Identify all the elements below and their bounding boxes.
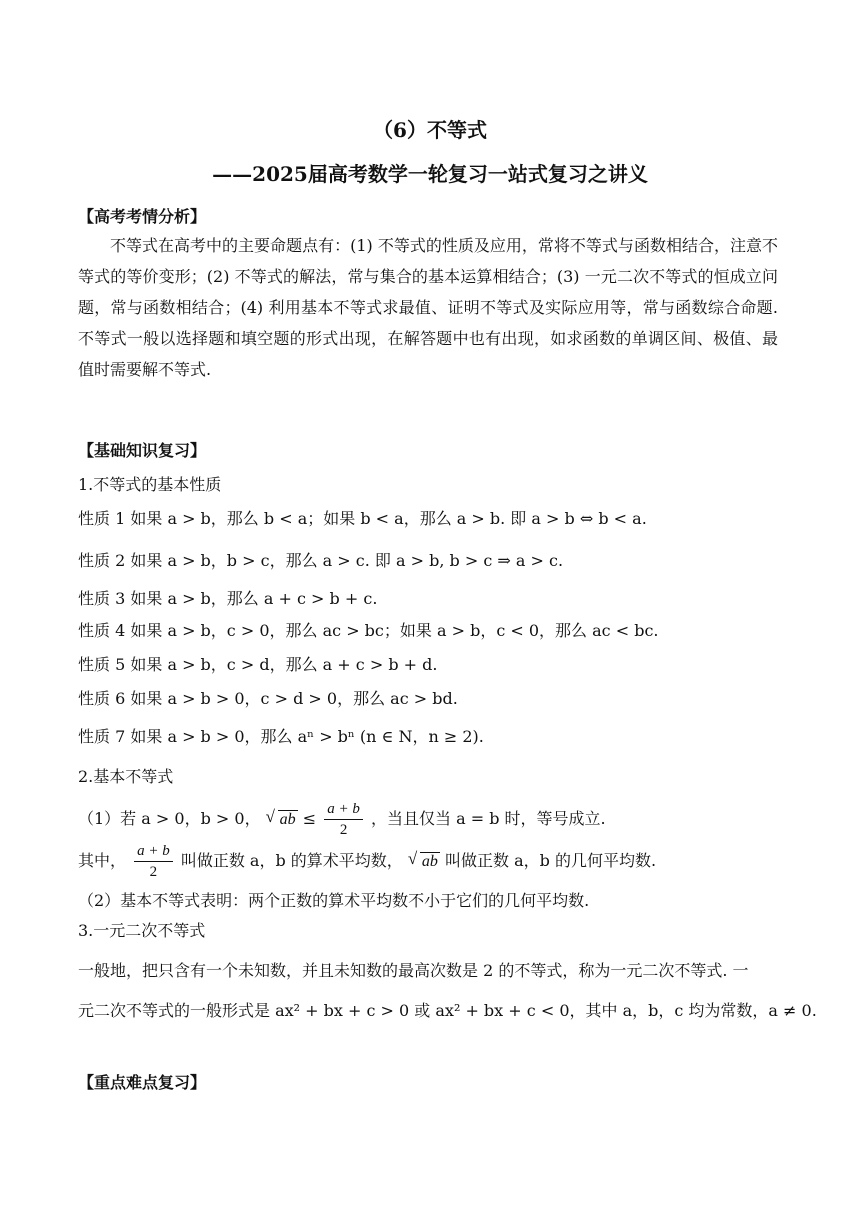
basic-inequality-title: 2.基本不等式 (78, 767, 174, 786)
basic-inequality-line3: （2）基本不等式表明：两个正数的算术平均数不小于它们的几何平均数. (78, 891, 590, 910)
sqrt-ab-content: ab (279, 811, 296, 828)
page-subtitle: ——2025届高考数学一轮复习一站式复习之讲义 (212, 162, 648, 186)
fraction-a-plus-b-over-2 (324, 799, 363, 840)
quadratic-inequality-title: 3.一元二次不等式 (78, 921, 206, 940)
line2-mid: 叫做正数 a，b 的算术平均数， (180, 851, 403, 870)
key-points-heading: 【重点难点复习】 (78, 1073, 207, 1092)
analysis-paragraph: 不等式在高考中的主要命题点有：(1) 不等式的性质及应用，常将不等式与函数相结合，注意不等式的等价变形；(2) 不等式的解法，常与集合的基本运算相结合；(3) 一元二次不等式的恒成立问题，常与函数相结合；(4) 利用基本不等式求最值、证明不等式及实际应用等，常与函数综合命题. 不等式一般以选择题和填空题的形式出现，在解答题中也有出现，如求函数的单调区间、极值、最值时需要解不等式. (78, 236, 778, 379)
sqrt-ab-content-b: ab (421, 853, 438, 870)
basic-inequality-line2 (78, 840, 656, 883)
fraction-denominator: 2 (339, 822, 348, 838)
line1-suffix: ，当且仅当 a = b 时，等号成立. (370, 809, 606, 828)
basics-heading: 【基础知识复习】 (78, 441, 207, 460)
property-5: 性质 5 如果 a > b，c > d，那么 a + c > b + d. (78, 655, 438, 674)
line1-prefix: （1）若 a > 0，b > 0， (78, 809, 261, 828)
fraction-denominator-b: 2 (149, 864, 158, 880)
sqrt-ab-b: √ ab (407, 849, 438, 870)
property-4: 性质 4 如果 a > b，c > 0，那么 ac > bc；如果 a > b，c < 0，那么 ac < bc. (78, 621, 659, 640)
line2-suffix: 叫做正数 a，b 的几何平均数. (444, 851, 657, 870)
property-6: 性质 6 如果 a > b > 0，c > d > 0，那么 ac > bd. (78, 689, 458, 708)
inequality-properties-title: 1.不等式的基本性质 (78, 475, 222, 494)
property-2: 性质 2 如果 a > b，b > c，那么 a > c. 即 a > b, b > c ⇒ a > c. (78, 551, 564, 570)
analysis-heading: 【高考考情分析】 (78, 207, 207, 226)
sqrt-ab: √ ab (265, 807, 296, 828)
quadratic-inequality-text-2: 元二次不等式的一般形式是 ax² + bx + c > 0 或 ax² + bx + c < 0，其中 a，b，c 均为常数，a ≠ 0. (78, 1001, 817, 1020)
property-1: 性质 1 如果 a > b，那么 b < a；如果 b < a，那么 a > b. 即 a > b ⇔ b < a. (78, 509, 647, 528)
property-3: 性质 3 如果 a > b，那么 a + c > b + c. (78, 589, 378, 608)
line2-prefix: 其中， (78, 851, 127, 870)
fraction-numerator: a + b (324, 799, 363, 820)
fraction-a-plus-b-over-2-b (134, 841, 173, 882)
page-title: （6）不等式 (373, 118, 487, 142)
leq-sign: ≤ (302, 809, 317, 828)
basic-inequality-line1 (78, 798, 606, 841)
fraction-numerator-b: a + b (134, 841, 173, 862)
property-7: 性质 7 如果 a > b > 0，那么 aⁿ > bⁿ (n ∈ N，n ≥ 2). (78, 727, 484, 746)
quadratic-inequality-text-1: 一般地，把只含有一个未知数，并且未知数的最高次数是 2 的不等式，称为一元二次不等式. 一 (78, 961, 749, 980)
